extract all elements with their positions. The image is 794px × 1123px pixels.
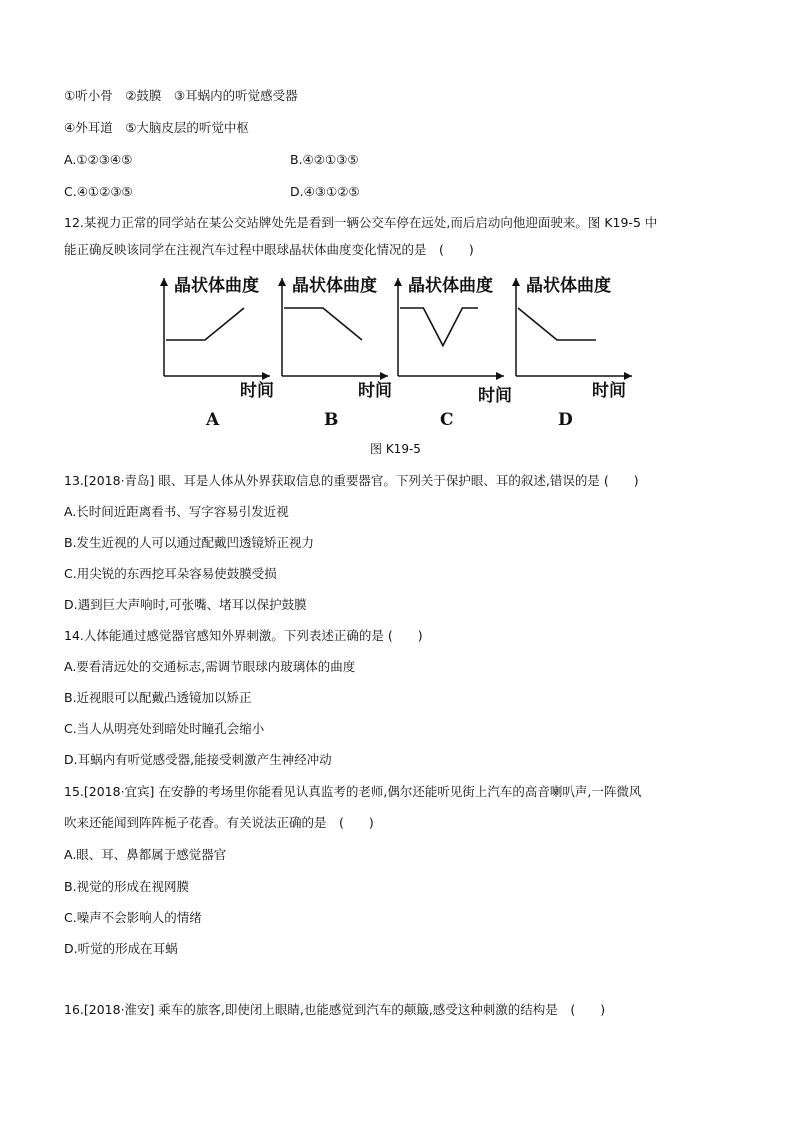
- chart-b-x-arrow: [380, 372, 388, 380]
- q14-option-a: A.要看清远处的交通标志,需调节眼球内玻璃体的曲度: [64, 659, 356, 674]
- q13-option-c: C.用尖锐的东西挖耳朵容易使鼓膜受损: [64, 566, 277, 581]
- chart-a-panel-letter: A: [206, 410, 220, 430]
- figure-caption: 图 K19-5: [370, 442, 421, 456]
- q14-option-c: C.当人从明亮处到暗处时瞳孔会缩小: [64, 721, 265, 736]
- chart-c-curve: [400, 308, 478, 346]
- q12-stem-line1: 12.某视力正常的同学站在某公交站牌处先是看到一辆公交车停在远处,而后启动向他迎面驶来。图 K19-5 中: [64, 215, 658, 230]
- q11-items-line1: ①听小骨 ②鼓膜 ③耳蜗内的听觉感受器: [64, 88, 298, 103]
- q11-option-b: B.④②①③⑤: [290, 152, 359, 167]
- q13-option-b: B.发生近视的人可以通过配戴凹透镜矫正视力: [64, 535, 315, 550]
- q11-items-line2: ④外耳道 ⑤大脑皮层的听觉中枢: [64, 120, 249, 135]
- chart-a-ylabel: 晶状体曲度: [174, 276, 259, 296]
- q16-stem: 16.[2018·淮安] 乘车的旅客,即使闭上眼睛,也能感觉到汽车的颠簸,感受这种刺激的结构是 ( ): [64, 1002, 606, 1017]
- chart-d-curve: [518, 308, 596, 340]
- q13-option-a: A.长时间近距离看书、写字容易引发近视: [64, 504, 289, 519]
- q11-option-c: C.④①②③⑤: [64, 184, 133, 199]
- q15-stem-line2: 吹来还能闻到阵阵栀子花香。有关说法正确的是 ( ): [64, 815, 374, 830]
- chart-b-y-arrow: [278, 278, 286, 286]
- q11-option-d: D.④③①②⑤: [290, 184, 360, 199]
- q11-option-a: A.①②③④⑤: [64, 152, 133, 167]
- q12-stem-line2: 能正确反映该同学在注视汽车过程中眼球晶状体曲度变化情况的是 ( ): [64, 242, 474, 257]
- chart-b-ylabel: 晶状体曲度: [292, 276, 377, 296]
- q15-stem-line1: 15.[2018·宜宾] 在安静的考场里你能看见认真监考的老师,偶尔还能听见街上汽车的高音喇叭声,一阵微风: [64, 784, 642, 799]
- chart-d-ylabel: 晶状体曲度: [526, 276, 611, 296]
- chart-a-x-arrow: [262, 372, 270, 380]
- chart-a-xlabel: 时间: [240, 381, 274, 401]
- q15-option-c: C.噪声不会影响人的情绪: [64, 910, 202, 925]
- q14-stem: 14.人体能通过感觉器官感知外界刺激。下列表述正确的是 ( ): [64, 628, 423, 643]
- chart-d-y-arrow: [512, 278, 520, 286]
- chart-c-panel-letter: C: [440, 410, 454, 430]
- q15-option-b: B.视觉的形成在视网膜: [64, 879, 190, 894]
- lens-curvature-charts: [150, 268, 650, 438]
- q14-option-b: B.近视眼可以配戴凸透镜加以矫正: [64, 690, 252, 705]
- chart-c-y-arrow: [394, 278, 402, 286]
- chart-d-xlabel: 时间: [592, 381, 626, 401]
- q13-option-d: D.遇到巨大声响时,可张嘴、堵耳以保护鼓膜: [64, 597, 307, 612]
- chart-d-panel-letter: D: [558, 410, 573, 430]
- q15-option-a: A.眼、耳、鼻都属于感觉器官: [64, 847, 227, 862]
- chart-d-x-arrow: [624, 372, 632, 380]
- q13-stem: 13.[2018·青岛] 眼、耳是人体从外界获取信息的重要器官。下列关于保护眼、耳的叙述,错误的是 ( ): [64, 473, 639, 488]
- q15-option-d: D.听觉的形成在耳蜗: [64, 941, 178, 956]
- chart-a-curve: [166, 308, 244, 340]
- chart-c-ylabel: 晶状体曲度: [408, 276, 493, 296]
- chart-b-curve: [284, 308, 362, 340]
- chart-b-panel-letter: B: [324, 410, 339, 430]
- chart-a-y-arrow: [160, 278, 168, 286]
- figure-k19-5: [150, 268, 650, 438]
- chart-c-x-arrow: [496, 372, 504, 380]
- chart-b-xlabel: 时间: [358, 381, 392, 401]
- q14-option-d: D.耳蜗内有听觉感受器,能接受刺激产生神经冲动: [64, 752, 332, 767]
- chart-c-xlabel: 时间: [478, 386, 512, 406]
